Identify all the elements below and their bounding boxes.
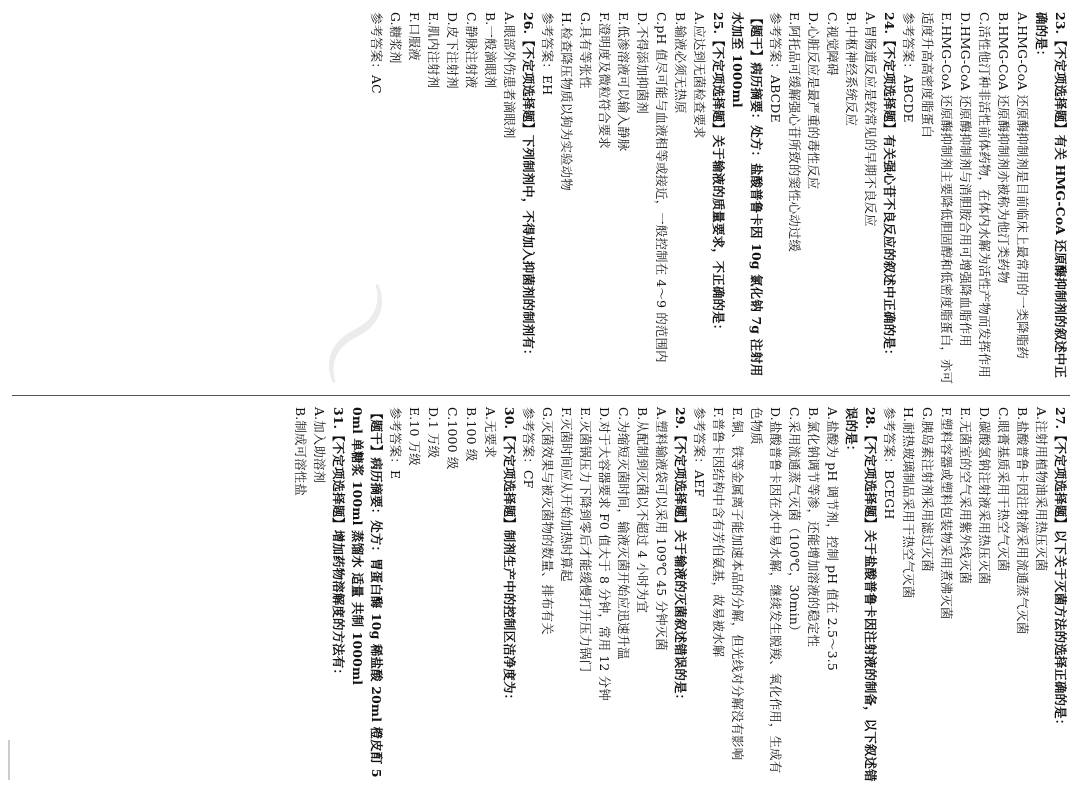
left-column-line: 参考答案：E (388, 407, 403, 480)
left-column-line: 参考答案：CF (521, 407, 536, 489)
right-column-line: 24.【不定项选择题】有关强心苷不良反应的叙述中正确的是： (882, 12, 897, 362)
left-column-line: 29.【不定项选择题】关于输液的灭菌叙述错误的是： (673, 407, 688, 707)
left-column-line: A.无要求 (483, 407, 498, 459)
right-column-line: 参考答案：AC (369, 12, 384, 94)
right-column-line: C.pH 值尽可能与血液相等或接近，一般控制在 4～9 的范围内 (654, 12, 669, 363)
left-column-line: D.1 万级 (426, 407, 441, 459)
right-column-line: A.眼部外伤患者滴眼剂 (502, 12, 517, 139)
right-column-line: C.视觉障碍 (825, 12, 840, 76)
left-column-line: 【题干】病历摘要：处方：胃蛋白酶 10g 稀盐酸 20ml 橙皮酊 50ml 单糖浆 100ml 蒸馏水 适量 共制 1000ml (350, 407, 384, 778)
left-column-line: F.普鲁卡因结构中含有芳伯氨基，故易被水解 (711, 407, 726, 658)
right-column-line: D.皮下注射剂 (445, 12, 460, 89)
left-column-line: B.制成可溶性盐 (293, 407, 308, 496)
right-column-line: A.胃肠道反应是较常见的早期不良反应 (863, 12, 878, 227)
column-divider (12, 395, 1070, 396)
right-column-line: D.不得添加抑菌剂 (635, 12, 650, 114)
right-column-line: D.HMG-CoA 还原酶抑制剂与消胆胺合用可增强降血脂作用 (958, 12, 973, 347)
left-column-line: A.塑料输液袋可以采用 109℃ 45 分钟灭菌 (654, 407, 669, 651)
left-column-line: B.盐酸普鲁卡因注射液采用流通蒸气灭菌 (1015, 407, 1030, 635)
left-column-line: B.100 级 (464, 407, 479, 462)
right-column-line: H.检查降压物质以狗为实验动物 (559, 12, 574, 191)
right-column-line: 26.【不定项选择题】下列制剂中，不得加入抑菌剂的制剂有： (521, 12, 536, 362)
left-column-line: 参考答案：AEF (692, 407, 707, 498)
left-column-line: D.碳酸氢钠注射液采用热压灭菌 (977, 407, 992, 585)
left-column-line: C.眼膏基质采用干热空气灭菌 (996, 407, 1011, 572)
right-column-line: 参考答案：EH (540, 12, 555, 96)
right-column-line: E.HMG-CoA 还原酶抑制剂主要降低胆固醇和低密度脂蛋白，亦可适度升高高密度脂蛋白 (920, 12, 954, 385)
left-column-line: B.氯化钠调节等渗，还能增加溶液的稳定性 (806, 407, 821, 648)
right-column-line: 25.【不定项选择题】关于输液的质量要求，不正确的是： (711, 12, 726, 337)
right-column-line: 参考答案：ABCDE (901, 12, 916, 123)
right-text-column (12, 12, 1070, 387)
left-column-line: C.为缩短灭菌时间，输液灭菌开始应迅速升温 (616, 407, 631, 660)
left-column-line: C.采用流通蒸气灭菌（100℃，30min） (787, 407, 802, 638)
rotated-page-content (12, 12, 1070, 782)
left-column-line: 30.【不定项选择题】制剂生产中的控制区洁净度为： (502, 407, 517, 707)
right-column-line: B.一般滴眼剂 (483, 12, 498, 89)
right-column-line: C.活性他汀种非活性前体药物，在体内水解为活性产物而发挥作用 (977, 12, 992, 378)
left-column-line: C.1000 级 (445, 407, 460, 470)
right-column-line: G.具有等张性 (578, 12, 593, 89)
left-column-line: B.从配制到灭菌以不超过 4 小时为宜 (635, 407, 650, 614)
left-column-line: D.盐酸普鲁卡因在水中易水解，继续发生脱羧、氧化作用，生成有色物质 (749, 407, 783, 774)
left-text-column (12, 407, 1070, 782)
left-column-line: 31.【不定项选择题】增加药物溶解度的方法有： (331, 407, 346, 681)
page-edge-mark (8, 740, 10, 780)
right-column-line: 23.【不定项选择题】有关 HMG-CoA 还原酶抑制剂的叙述中正确的是： (1034, 12, 1068, 379)
right-column-line: C.静脉注射液 (464, 12, 479, 89)
right-column-line: B.输液必须无热原 (673, 12, 688, 114)
right-column-line: E.低渗溶液可以输入静脉 (616, 12, 631, 152)
left-column-line: 参考答案：BCEGH (882, 407, 897, 520)
right-column-line: B.中枢神经系统反应 (844, 12, 859, 127)
right-column-line: E.肌内注射剂 (426, 12, 441, 89)
right-column-line: 参考答案：ABCDE (768, 12, 783, 123)
left-column-line: F.塑料容器或塑料包装物采用煮沸灭菌 (939, 407, 954, 620)
right-column-line: A.应达到无菌检查要求 (692, 12, 707, 139)
left-column-line: G.灭菌效果与被灭菌物的数量、排布有关 (540, 407, 555, 635)
watermark: 〜 (260, 244, 442, 418)
left-column-line: E.10 万级 (407, 407, 422, 466)
right-column-line: G.糖浆剂 (388, 12, 403, 64)
left-column-line: A.盐酸为 pH 调节剂，控制 pH 值在 2.5～3.5 (825, 407, 840, 671)
left-column-line: A.注射用植物油采用热压灭菌 (1034, 407, 1049, 572)
left-column-line: F.灭菌时间应从开始加热时算起 (559, 407, 574, 582)
left-column-line: D.对于大容器要求 F0 值大于 8 分钟，常用 12 分钟 (597, 407, 612, 701)
right-column-line: F.口服液 (407, 12, 422, 61)
left-column-line: A.加入助溶剂 (312, 407, 327, 484)
left-column-line: G.胰岛素注射剂采用滤过灭菌 (920, 407, 935, 572)
right-column-line: B.HMG-CoA 还原酶抑制剂亦被称为他汀类药物 (996, 12, 1011, 284)
left-column-line: E.灭菌锅压力下降到零后才能缓慢打开压力锅门 (578, 407, 593, 673)
left-column-line: H.耐热玻璃制品采用干热空气灭菌 (901, 407, 916, 599)
right-column-line: 【题干】病历摘要：处方：盐酸普鲁卡因 10g 氯化钠 7g 注射用水加至 1000ml (730, 12, 764, 377)
right-column-line: A.HMG-CoA 还原酶抑制剂是目前临床上最常用的一类降脂药 (1015, 12, 1030, 359)
left-column-line: E.无菌室的空气采用紫外线灭菌 (958, 407, 973, 585)
left-column-line: 28.【不定项选择题】关于盐酸普鲁卡因注射液的制备，以下叙述错误的是： (844, 407, 878, 782)
right-column-line: E.阿托品可缓解强心苷所致的窦性心动过缓 (787, 12, 802, 253)
left-column-line: 27.【不定项选择题】以下关于灭菌方法的选择正确的是： (1053, 407, 1068, 732)
right-column-line: D.心脏反应是最严重的毒性反应 (806, 12, 821, 190)
left-column-line: E.铜、铁等金属离子能加速本品的分解，但光线对分解没有影响 (730, 407, 745, 761)
right-column-line: F.澄明度及微粒符合要求 (597, 12, 612, 149)
